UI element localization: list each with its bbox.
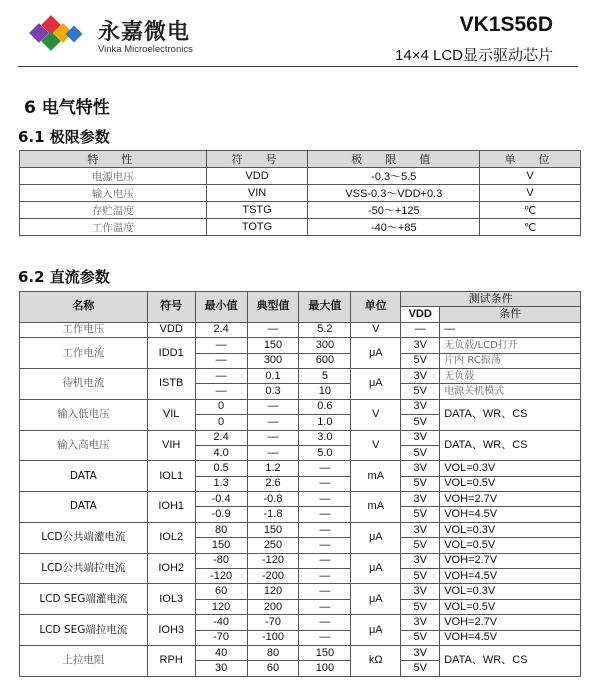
param-symbol: IOH1 — [147, 492, 195, 523]
param-typ: 1.2 — [247, 461, 299, 476]
param-limit: -40～+85 — [308, 219, 480, 236]
param-unit: μA — [351, 522, 401, 553]
param-limit: -0.3～5.5 — [308, 168, 480, 185]
param-max: — — [299, 507, 351, 522]
param-symbol: VDD — [206, 168, 308, 185]
test-condition: VOL=0.3V — [440, 584, 581, 599]
param-max: 5 — [299, 368, 351, 383]
param-min: 1.3 — [195, 476, 247, 491]
test-condition: VOL=0.5V — [440, 476, 581, 491]
param-min: -70 — [195, 630, 247, 645]
param-name: DATA — [20, 461, 148, 492]
param-unit: ℃ — [480, 219, 581, 236]
test-vdd: 5V — [401, 569, 440, 584]
param-max: — — [299, 615, 351, 630]
model-number: VK1S56D — [459, 13, 553, 36]
param-typ: 250 — [247, 538, 299, 553]
test-condition: VOH=2.7V — [440, 615, 581, 630]
test-vdd: 5V — [401, 384, 440, 399]
param-typ: 150 — [247, 522, 299, 537]
param-typ: — — [247, 322, 299, 337]
table-row — [20, 584, 581, 599]
param-typ: — — [247, 415, 299, 430]
param-symbol: VIN — [206, 185, 308, 202]
test-condition: DATA、WR、CS — [440, 430, 581, 461]
test-condition: 电源关机模式 — [440, 384, 581, 399]
param-max: — — [299, 569, 351, 584]
param-unit: V — [351, 399, 401, 430]
param-name: LCD公共端灌电流 — [20, 522, 148, 553]
table-row — [20, 615, 581, 630]
param-name: LCD SEG端拉电流 — [20, 615, 148, 646]
param-min: 0.5 — [195, 461, 247, 476]
test-vdd: 5V — [401, 353, 440, 368]
param-max: — — [299, 476, 351, 491]
test-vdd: 3V — [401, 615, 440, 630]
logo-diamond-blue — [66, 26, 83, 43]
param-symbol: TSTG — [206, 202, 308, 219]
param-unit: mA — [351, 461, 401, 492]
param-name: 上拉电阻 — [20, 645, 148, 676]
test-condition: VOL=0.3V — [440, 522, 581, 537]
test-vdd: 5V — [401, 476, 440, 491]
dc-parameters-table — [19, 291, 581, 677]
test-vdd: 5V — [401, 415, 440, 430]
param-min: — — [195, 353, 247, 368]
param-min: 120 — [195, 599, 247, 614]
param-max: 5.2 — [299, 322, 351, 337]
param-typ: -120 — [247, 553, 299, 568]
col-header-condition: 条件 — [440, 307, 581, 322]
param-symbol: TOTG — [206, 219, 308, 236]
param-symbol: VDD — [147, 322, 195, 337]
subsection-absolute-ratings: 6.1 极限参数 — [18, 128, 110, 146]
table-row — [20, 553, 581, 568]
param-typ: 60 — [247, 661, 299, 676]
param-typ: -200 — [247, 569, 299, 584]
param-min: 80 — [195, 522, 247, 537]
param-name: LCD SEG端灌电流 — [20, 584, 148, 615]
col-header-min: 最小值 — [195, 292, 247, 323]
page-header — [0, 0, 597, 70]
subsection-dc-parameters: 6.2 直流参数 — [18, 268, 110, 286]
param-typ: — — [247, 430, 299, 445]
table-row — [20, 368, 581, 383]
param-typ: — — [247, 445, 299, 460]
table-row — [20, 168, 581, 185]
param-max: — — [299, 599, 351, 614]
param-name: LCD公共端拉电流 — [20, 553, 148, 584]
param-name: 输入电压 — [20, 185, 207, 202]
param-min: -40 — [195, 615, 247, 630]
col-header-unit: 单 位 — [480, 151, 581, 168]
test-condition: VOL=0.5V — [440, 599, 581, 614]
test-vdd: 5V — [401, 445, 440, 460]
param-limit: VSS-0.3～VDD+0.3 — [308, 185, 480, 202]
brand-name-en: Vinka Microelectronics — [98, 44, 193, 55]
param-typ: -70 — [247, 615, 299, 630]
table-row — [20, 461, 581, 476]
test-condition: VOL=0.5V — [440, 538, 581, 553]
param-symbol: VIH — [147, 430, 195, 461]
test-vdd: — — [401, 322, 440, 337]
param-min: 150 — [195, 538, 247, 553]
test-vdd: 3V — [401, 522, 440, 537]
param-symbol: IOL3 — [147, 584, 195, 615]
param-min: -80 — [195, 553, 247, 568]
test-condition: 片内 RC振荡 — [440, 353, 581, 368]
param-symbol: IOL2 — [147, 522, 195, 553]
test-condition: VOH=4.5V — [440, 507, 581, 522]
col-header-vdd: VDD — [401, 307, 440, 322]
param-max: — — [299, 538, 351, 553]
table-row — [20, 185, 581, 202]
table-row — [20, 399, 581, 414]
param-typ: 200 — [247, 599, 299, 614]
table-row — [20, 492, 581, 507]
test-vdd: 3V — [401, 338, 440, 353]
param-symbol: ISTB — [147, 368, 195, 399]
param-min: 60 — [195, 584, 247, 599]
section-title: 6 电气特性 — [24, 98, 110, 118]
param-typ: 0.1 — [247, 368, 299, 383]
table-row — [20, 645, 581, 660]
param-max: 3.0 — [299, 430, 351, 445]
param-typ: 300 — [247, 353, 299, 368]
col-header-typ: 典型值 — [247, 292, 299, 323]
param-typ: 80 — [247, 645, 299, 660]
absolute-ratings-table — [19, 150, 581, 236]
table-row — [20, 202, 581, 219]
param-limit: -50～+125 — [308, 202, 480, 219]
param-typ: 0.3 — [247, 384, 299, 399]
table-row — [20, 430, 581, 445]
param-min: 30 — [195, 661, 247, 676]
test-vdd: 3V — [401, 368, 440, 383]
brand-name-cn: 永嘉微电 — [98, 20, 191, 45]
test-vdd: 3V — [401, 492, 440, 507]
test-condition: VOH=2.7V — [440, 553, 581, 568]
test-vdd: 3V — [401, 553, 440, 568]
table-row — [20, 522, 581, 537]
param-max: 1.0 — [299, 415, 351, 430]
test-vdd: 3V — [401, 461, 440, 476]
param-min: 0 — [195, 399, 247, 414]
param-min: — — [195, 384, 247, 399]
test-vdd: 5V — [401, 507, 440, 522]
param-name: 输入高电压 — [20, 430, 148, 461]
test-vdd: 3V — [401, 430, 440, 445]
param-typ: 150 — [247, 338, 299, 353]
param-min: -0.4 — [195, 492, 247, 507]
param-min: -0.9 — [195, 507, 247, 522]
param-name: 存贮温度 — [20, 202, 207, 219]
param-unit: μA — [351, 615, 401, 646]
test-vdd: 5V — [401, 630, 440, 645]
table-row — [20, 322, 581, 337]
param-unit: μA — [351, 338, 401, 369]
table-row — [20, 338, 581, 353]
param-max: 300 — [299, 338, 351, 353]
product-subtitle: 14×4 LCD显示驱动芯片 — [395, 47, 553, 64]
param-max: 0.6 — [299, 399, 351, 414]
param-max: — — [299, 553, 351, 568]
col-header-limit: 极 限 值 — [308, 151, 480, 168]
param-max: 10 — [299, 384, 351, 399]
test-condition: VOH=2.7V — [440, 492, 581, 507]
param-symbol: VIL — [147, 399, 195, 430]
param-min: 40 — [195, 645, 247, 660]
param-typ: 2.6 — [247, 476, 299, 491]
test-vdd: 5V — [401, 538, 440, 553]
param-unit: ℃ — [480, 202, 581, 219]
param-max: 600 — [299, 353, 351, 368]
test-condition: DATA、WR、CS — [440, 399, 581, 430]
param-name: 输入低电压 — [20, 399, 148, 430]
table-row — [20, 219, 581, 236]
param-min: 4.0 — [195, 445, 247, 460]
vinka-logo — [28, 14, 88, 56]
param-min: 2.4 — [195, 430, 247, 445]
param-name: 工作电流 — [20, 338, 148, 369]
test-vdd: 3V — [401, 399, 440, 414]
table-header-row — [20, 151, 581, 168]
param-max: — — [299, 492, 351, 507]
param-symbol: IDD1 — [147, 338, 195, 369]
test-condition: VOL=0.3V — [440, 461, 581, 476]
param-symbol: IOH2 — [147, 553, 195, 584]
param-max: — — [299, 522, 351, 537]
test-vdd: 5V — [401, 599, 440, 614]
param-max: — — [299, 461, 351, 476]
col-header-symbol: 符号 — [147, 292, 195, 323]
param-symbol: IOH3 — [147, 615, 195, 646]
param-typ: 120 — [247, 584, 299, 599]
col-header-symbol: 符 号 — [206, 151, 308, 168]
table-header-row — [20, 292, 581, 307]
col-header-unit: 单位 — [351, 292, 401, 323]
param-unit: mA — [351, 492, 401, 523]
test-condition: 无负载/LCD打开 — [440, 338, 581, 353]
test-condition: 无负载 — [440, 368, 581, 383]
param-name: 工作电压 — [20, 322, 148, 337]
col-header-name: 特 性 — [20, 151, 207, 168]
param-min: -120 — [195, 569, 247, 584]
param-unit: V — [351, 322, 401, 337]
param-typ: -100 — [247, 630, 299, 645]
test-condition: DATA、WR、CS — [440, 645, 581, 676]
col-header-test-conditions: 测试条件 — [401, 292, 581, 307]
header-divider — [18, 66, 578, 67]
test-vdd: 3V — [401, 645, 440, 660]
col-header-name: 名称 — [20, 292, 148, 323]
param-unit: μA — [351, 553, 401, 584]
param-max: 100 — [299, 661, 351, 676]
param-unit: V — [480, 168, 581, 185]
col-header-max: 最大值 — [299, 292, 351, 323]
param-max: — — [299, 584, 351, 599]
param-name: 待机电流 — [20, 368, 148, 399]
param-unit: μA — [351, 368, 401, 399]
param-name: 电源电压 — [20, 168, 207, 185]
param-unit: V — [351, 430, 401, 461]
test-condition: VOH=4.5V — [440, 630, 581, 645]
param-min: — — [195, 338, 247, 353]
param-typ: — — [247, 399, 299, 414]
test-condition: — — [440, 322, 581, 337]
param-min: — — [195, 368, 247, 383]
param-symbol: RPH — [147, 645, 195, 676]
param-unit: μA — [351, 584, 401, 615]
param-unit: V — [480, 185, 581, 202]
param-max: 5.0 — [299, 445, 351, 460]
param-min: 2.4 — [195, 322, 247, 337]
test-condition: VOH=4.5V — [440, 569, 581, 584]
param-typ: -1.8 — [247, 507, 299, 522]
param-unit: kΩ — [351, 645, 401, 676]
param-typ: -0.8 — [247, 492, 299, 507]
param-symbol: IOL1 — [147, 461, 195, 492]
param-max: 150 — [299, 645, 351, 660]
param-name: DATA — [20, 492, 148, 523]
param-min: 0 — [195, 415, 247, 430]
param-name: 工作温度 — [20, 219, 207, 236]
test-vdd: 3V — [401, 584, 440, 599]
test-vdd: 5V — [401, 661, 440, 676]
param-max: — — [299, 630, 351, 645]
